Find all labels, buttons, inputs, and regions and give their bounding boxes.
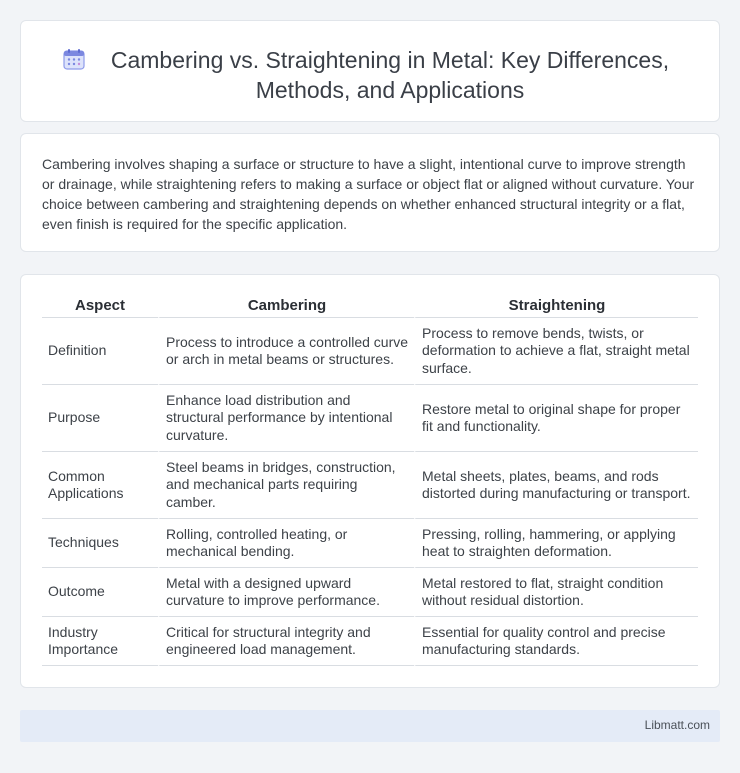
aspect-cell: Purpose xyxy=(42,385,158,452)
straightening-cell: Process to remove bends, twists, or deformation to achieve a flat, straight metal surface. xyxy=(414,318,698,385)
straightening-cell: Pressing, rolling, hammering, or applying heat to straighten deformation. xyxy=(414,519,698,568)
table-row xyxy=(42,519,698,568)
table-row xyxy=(42,318,698,385)
table-row xyxy=(42,568,698,617)
footer xyxy=(20,710,720,742)
cambering-cell: Rolling, controlled heating, or mechanical bending. xyxy=(158,519,414,568)
table-header-row xyxy=(42,295,698,318)
aspect-cell: Techniques xyxy=(42,519,158,568)
table-row xyxy=(42,385,698,452)
cambering-cell: Critical for structural integrity and engineered load management. xyxy=(158,617,414,666)
straightening-cell: Essential for quality control and precise manufacturing standards. xyxy=(414,617,698,666)
cambering-cell: Process to introduce a controlled curve or arch in metal beams or structures. xyxy=(158,318,414,385)
header-cambering: Cambering xyxy=(158,295,414,318)
table-row xyxy=(42,617,698,666)
aspect-cell: Definition xyxy=(42,318,158,385)
intro-card xyxy=(20,133,720,252)
aspect-cell: Industry Importance xyxy=(42,617,158,666)
straightening-cell: Metal restored to flat, straight condition without residual distortion. xyxy=(414,568,698,617)
cambering-cell: Steel beams in bridges, construction, and mechanical parts requiring camber. xyxy=(158,452,414,519)
comparison-card xyxy=(20,274,720,688)
straightening-cell: Restore metal to original shape for proper fit and functionality. xyxy=(414,385,698,452)
straightening-cell: Metal sheets, plates, beams, and rods distorted during manufacturing or transport. xyxy=(414,452,698,519)
intro-paragraph: Cambering involves shaping a surface or structure to have a slight, intentional curve to improve strength or drainage, while straightening refers to making a surface or object flat or aligned without curvature. Your choice between cambering and straightening depends on whether enhanced structural integrity or a flat, even finish is required for the specific application. xyxy=(42,156,695,232)
page-title: Cambering vs. Straightening in Metal: Key Differences, Methods, and Applications xyxy=(110,47,670,103)
footer-brand-link[interactable]: Libmatt.com xyxy=(644,718,710,732)
header-straightening: Straightening xyxy=(414,295,698,318)
aspect-cell: Outcome xyxy=(42,568,158,617)
title-card xyxy=(20,20,720,122)
comparison-table xyxy=(42,295,698,666)
cambering-cell: Metal with a designed upward curvature to improve performance. xyxy=(158,568,414,617)
header-aspect: Aspect xyxy=(42,295,158,318)
aspect-cell: Common Applications xyxy=(42,452,158,519)
table-row xyxy=(42,452,698,519)
cambering-cell: Enhance load distribution and structural performance by intentional curvature. xyxy=(158,385,414,452)
